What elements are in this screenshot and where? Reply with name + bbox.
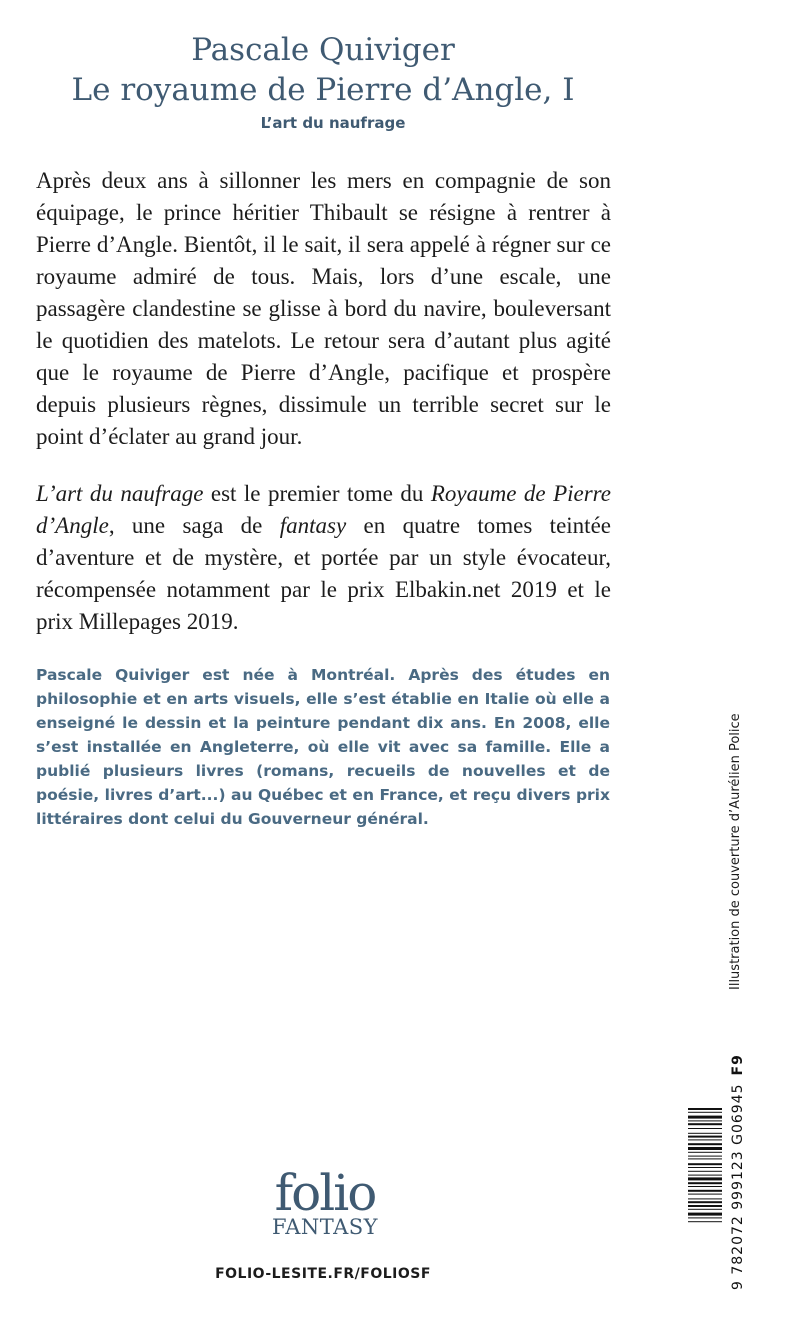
price-code: F9 bbox=[730, 1054, 746, 1076]
series-text-2: , une saga de bbox=[108, 513, 280, 538]
barcode-number bbox=[730, 1054, 746, 1290]
author-bio: Pascale Quiviger est née à Montréal. Après des études en philosophie et en arts visuels, elle s’est établie en Italie où elle a enseigné le dessin et la peinture pendant dix ans. En 2008, elle s’est installée en Angleterre, où elle vit avec sa famille. Elle a publié plusieurs livres (romans, recueils de nouvelles et de poésie, livres d’art...) au Québec et en France, et reçu divers prix littéraires dont celui du Gouverneur général. bbox=[36, 666, 610, 828]
logo-folio-text: folio bbox=[274, 1164, 376, 1222]
book-title: Le royaume de Pierre d’Angle, I bbox=[71, 72, 575, 108]
barcode-digits: 9 782072 999123 G06945 bbox=[730, 1083, 746, 1290]
header bbox=[0, 30, 646, 132]
synopsis-paragraph: Après deux ans à sillonner les mers en compagnie de son équipage, le prince héritier Thibault se résigne à rentrer à Pierre d’Angle. Bientôt, il le sait, il sera appelé à régner sur ce royaume admiré de tous. Mais, lors d’une escale, une passagère clandestine se glisse à bord du navire, bouleversant le quotidien des matelots. Le retour sera d’autant plus agité que le royaume de Pierre d’Angle, pacifique et prospère depuis plusieurs règnes, dissimule un terrible secret sur le point d’éclater au grand jour. bbox=[36, 168, 611, 449]
book-subtitle: L’art du naufrage bbox=[260, 114, 406, 132]
series-italic-2: Royaume de Pierre d’Angle bbox=[36, 481, 611, 538]
logo-fantasy-text: FANTASY bbox=[271, 1215, 379, 1239]
cover-illustration-credit: Illustration de couverture d’Aurélien Police bbox=[728, 713, 743, 990]
website-url: FOLIO-LESITE.FR/FOLIOSF bbox=[215, 1266, 431, 1282]
series-text-1: est le premier tome du bbox=[203, 481, 431, 506]
series-text-3: en quatre tomes teintée d’aventure et de mystère, et portée par un style évocateur, récompensée notamment par le prix Elbakin.net 2019 et le prix Millepages 2019. bbox=[36, 513, 611, 634]
series-italic-1: L’art du naufrage bbox=[36, 481, 204, 506]
series-paragraph bbox=[36, 478, 611, 638]
author-name: Pascale Quiviger bbox=[191, 32, 455, 68]
series-italic-3: fantasy bbox=[279, 513, 347, 538]
barcode-icon bbox=[688, 1108, 722, 1284]
folio-fantasy-logo bbox=[250, 1164, 400, 1239]
